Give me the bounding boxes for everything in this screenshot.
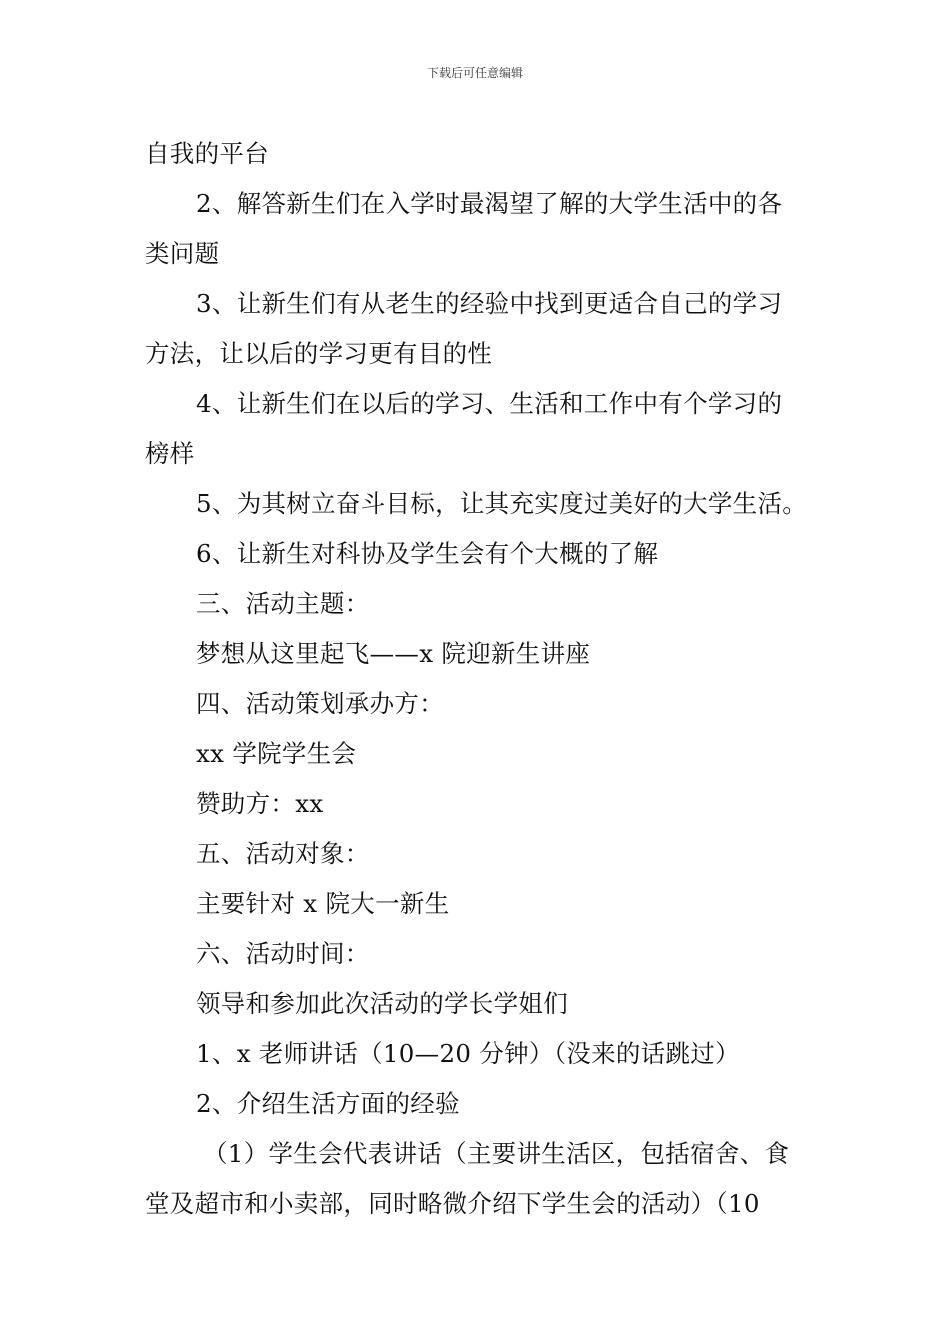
text-line: 梦想从这里起飞——x 院迎新生讲座 bbox=[196, 639, 591, 668]
text-line: 赞助方：xx bbox=[196, 789, 324, 818]
text-line: 自我的平台 bbox=[145, 139, 269, 168]
document-body bbox=[145, 129, 810, 1229]
text-line: 堂及超市和小卖部，同时略微介绍下学生会的活动）（10 bbox=[145, 1189, 760, 1218]
section-heading: 三、活动主题： bbox=[196, 589, 370, 618]
text-line: 方法，让以后的学习更有目的性 bbox=[145, 339, 493, 368]
text-line: 2、介绍生活方面的经验 bbox=[196, 1089, 460, 1118]
text-line: 领导和参加此次活动的学长学姐们 bbox=[196, 989, 568, 1018]
text-line: （1）学生会代表讲话（主要讲生活区，包括宿舍、食 bbox=[203, 1139, 790, 1168]
text-line: 榜样 bbox=[145, 439, 195, 468]
text-line: 5、为其树立奋斗目标，让其充实度过美好的大学生活。 bbox=[196, 489, 808, 518]
text-line: 1、x 老师讲话（10—20 分钟）（没来的话跳过） bbox=[196, 1039, 740, 1068]
text-line: 4、让新生们在以后的学习、生活和工作中有个学习的 bbox=[196, 389, 783, 418]
text-line: 类问题 bbox=[145, 239, 220, 268]
text-line: xx 学院学生会 bbox=[196, 739, 357, 768]
text-line: 2、解答新生们在入学时最渴望了解的大学生活中的各 bbox=[196, 189, 783, 218]
text-line: 主要针对 x 院大一新生 bbox=[196, 889, 450, 918]
text-line: 6、让新生对科协及学生会有个大概的了解 bbox=[196, 539, 659, 568]
page-header: 下载后可任意编辑 bbox=[426, 66, 523, 80]
section-heading: 四、活动策划承办方： bbox=[196, 689, 444, 718]
section-heading: 六、活动时间： bbox=[196, 939, 370, 968]
text-line: 3、让新生们有从老生的经验中找到更适合自己的学习 bbox=[196, 289, 783, 318]
section-heading: 五、活动对象： bbox=[196, 839, 370, 868]
